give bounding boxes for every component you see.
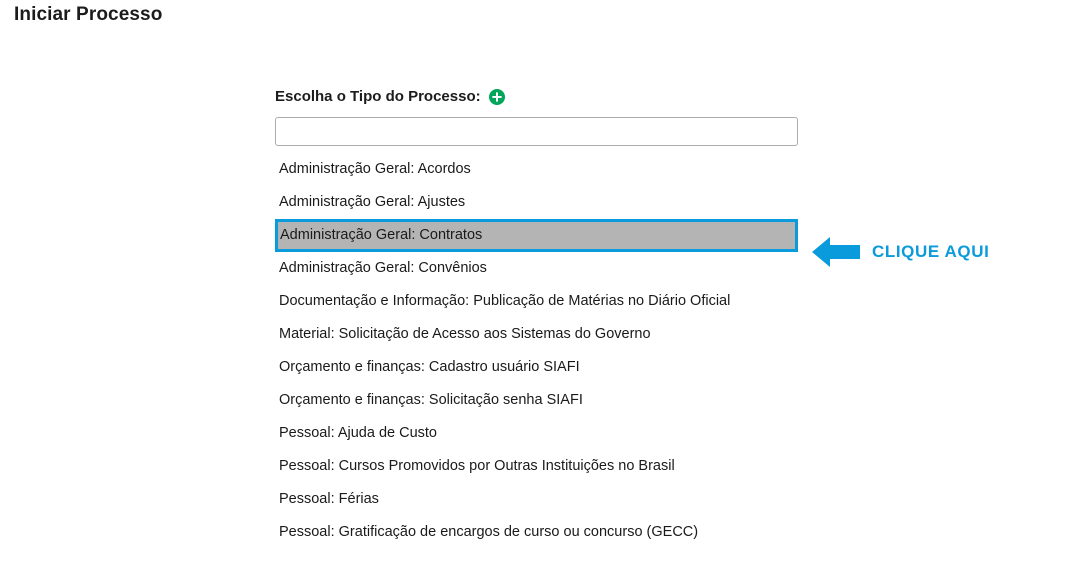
process-type-form: [275, 88, 1035, 549]
list-item[interactable]: Orçamento e finanças: Solicitação senha SIAFI: [279, 392, 583, 408]
list-item[interactable]: Administração Geral: Convênios: [279, 260, 487, 276]
process-type-option-list: [275, 153, 798, 549]
field-label-row: [275, 88, 1035, 105]
list-item[interactable]: Pessoal: Cursos Promovidos por Outras Instituições no Brasil: [279, 458, 675, 474]
list-item[interactable]: Pessoal: Ajuda de Custo: [279, 425, 437, 441]
list-item[interactable]: Administração Geral: Acordos: [279, 161, 471, 177]
callout-annotation: [810, 232, 989, 272]
list-item[interactable]: Pessoal: Férias: [279, 491, 379, 507]
list-item[interactable]: Pessoal: Gratificação de encargos de curso ou concurso (GECC): [279, 524, 699, 540]
list-item-selected[interactable]: Administração Geral: Contratos: [275, 219, 798, 252]
list-item[interactable]: Material: Solicitação de Acesso aos Sistemas do Governo: [279, 326, 651, 342]
process-type-search-input[interactable]: [275, 117, 798, 146]
page-title: Iniciar Processo: [14, 4, 163, 25]
list-item[interactable]: Orçamento e finanças: Cadastro usuário SIAFI: [279, 359, 580, 375]
list-item[interactable]: Administração Geral: Ajustes: [279, 194, 466, 210]
left-arrow-icon: [810, 232, 862, 272]
list-item[interactable]: Documentação e Informação: Publicação de Matérias no Diário Oficial: [279, 293, 731, 309]
page-section-label: Escolha o Tipo do Processo:: [275, 88, 481, 105]
plus-circle-icon[interactable]: [489, 89, 505, 105]
callout-text: CLIQUE AQUI: [872, 242, 990, 261]
